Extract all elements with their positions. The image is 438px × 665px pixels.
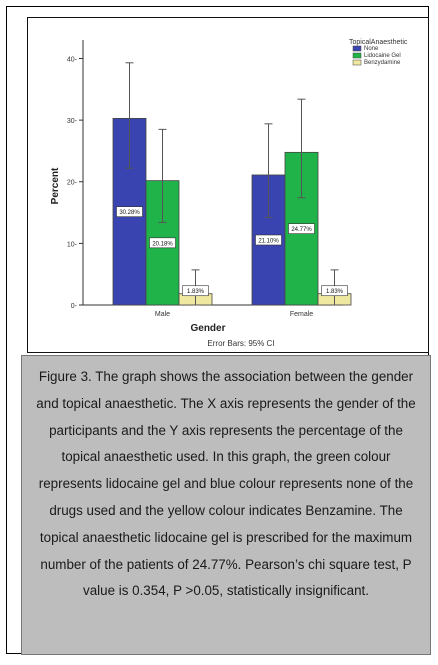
y-axis-label: Percent <box>50 167 61 205</box>
y-tick-label: 30- <box>66 118 77 126</box>
chart-panel <box>27 17 429 353</box>
footnote: Error Bars: 95% CI <box>207 339 275 348</box>
data-label: 1.83% <box>186 289 205 296</box>
caption-box <box>21 355 431 655</box>
data-label: 1.83% <box>325 289 344 296</box>
figure-frame <box>6 6 429 654</box>
legend-swatch <box>353 53 361 58</box>
y-tick-label: 0- <box>70 303 77 310</box>
data-label: 20.18% <box>152 241 173 248</box>
data-label: 30.28% <box>119 210 140 217</box>
x-tick-label: Male <box>154 311 171 318</box>
legend-label: Lidocaine Gel <box>364 53 401 59</box>
legend-swatch <box>353 60 361 65</box>
x-axis-label: Gender <box>190 323 226 334</box>
legend-label: None <box>364 46 379 52</box>
legend-title: TopicalAnaesthetic <box>349 39 408 46</box>
data-label: 21.10% <box>258 238 279 245</box>
legend-swatch <box>353 46 361 51</box>
legend-label: Benzydamine <box>364 60 401 66</box>
y-tick-label: 20- <box>66 179 77 187</box>
figure-caption: Figure 3. The graph shows the association between the gender and topical anaesthetic. The X axis represents the gender of the participants and the Y axis represents the percentage of the topical anaesthetic used. In this graph, the green colour represents lidocaine gel and blue colour represents none of the drugs used and the yellow colour indicates Benzamine. The topical anaesthetic lidocaine gel is prescribed for the maximum number of the patients of 24.77%. Pearson’s chi square test, P value is 0.354, P >0.05, statistically insignificant. <box>36 369 416 599</box>
y-tick-label: 10- <box>66 241 77 249</box>
x-tick-label: Female <box>289 311 314 318</box>
bar-chart <box>28 18 428 352</box>
y-tick-label: 40- <box>66 56 77 64</box>
data-label: 24.77% <box>291 227 312 234</box>
